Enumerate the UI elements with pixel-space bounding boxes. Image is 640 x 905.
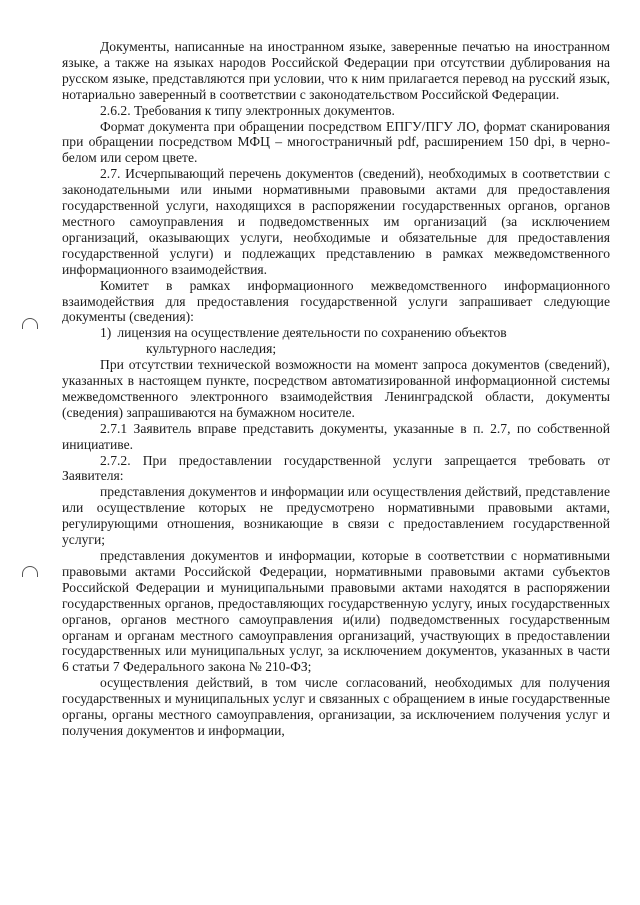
document-page [62, 39, 610, 739]
paragraph-committee-requests: Комитет в рамках информационного межведомственного информационного взаимодействия для предоставления государственной услуги запрашивает следующие документы (сведения): [62, 277, 610, 325]
paragraph-foreign-documents: Документы, написанные на иностранном языке, заверенные печатью на иностранном языке, а также на языках народов Российской Федерации при отсутствии дублирования на русском языке, представляются при условии, что к ним прилагается перевод на русский язык, нотариально заверенный в соответствии с законодательством Российской Федерации. [62, 39, 610, 102]
paragraph-prohibition-actions: представления документов и информации или осуществления действий, представление или осуществление которых не предусмотрено нормативными правовыми актами, регулирующими отношения, возникающие в связи с предоставлением государственной услуги; [62, 484, 610, 548]
paragraph-no-technical-possibility: При отсутствии технической возможности на момент запроса документов (сведений), указанных в настоящем пункте, посредством автоматизированной информационной системы межведомственного электронного взаимодействия Ленинградской области, документы (сведения) запрашиваются на бумажном носителе. [62, 357, 610, 420]
paragraph-prohibition-documents: представления документов и информации, которые в соответствии с нормативными правовыми актами Российской Федерации, нормативными правовыми актами субъектов Российской Федерации и муниципальными правовыми актами находятся в распоряжении государственных органов, предоставляющих государственную услугу, иных государственных органов, органов местного самоуправления и(или) подведомственных государственным органам и органам местного самоуправления организаций, участвующих в предоставлении государственных или муниципальных услуг, за исключением документов, указанных в части 6 статьи 7 Федерального закона № 210-ФЗ; [62, 548, 610, 675]
list-item-continuation: культурного наследия; [146, 341, 277, 357]
list-item-number: 1) [100, 325, 112, 341]
list-item [62, 325, 610, 357]
paragraph-document-format: Формат документа при обращении посредством ЕПГУ/ПГУ ЛО, формат сканирования при обращении посредством МФЦ – многостраничный pdf, расширением 150 dpi, в черно-белом или сером цвете. [62, 118, 610, 166]
punch-hole-mark-bottom [22, 566, 38, 577]
punch-hole-mark-top [22, 318, 38, 329]
paragraph-section-2-7-1: 2.7.1 Заявитель вправе представить документы, указанные в п. 2.7, по собственной инициативе. [62, 420, 610, 452]
paragraph-prohibition-approvals: осуществления действий, в том числе согласований, необходимых для получения государственных и муниципальных услуг и связанных с обращением в иные государственные органы, органы местного самоуправления, организации, за исключением получения услуг и получения документов и информации, [62, 675, 610, 738]
list-item-text: лицензия на осуществление деятельности по сохранению объектов [117, 325, 507, 341]
paragraph-section-2-7: 2.7. Исчерпывающий перечень документов (сведений), необходимых в соответствии с законодательными или иными нормативными правовыми актами для предоставления государственной услуги, находящихся в распоряжении государственных органов, органов местного самоуправления и подведомственных им организаций (за исключением организаций, оказывающих услуги, необходимые и обязательные для предоставления государственной услуги) и подлежащих представлению в рамках межведомственного информационного взаимодействия. [62, 166, 610, 277]
paragraph-section-2-6-2: 2.6.2. Требования к типу электронных документов. [100, 102, 395, 118]
paragraph-section-2-7-2: 2.7.2. При предоставлении государственной услуги запрещается требовать от Заявителя: [62, 452, 610, 484]
